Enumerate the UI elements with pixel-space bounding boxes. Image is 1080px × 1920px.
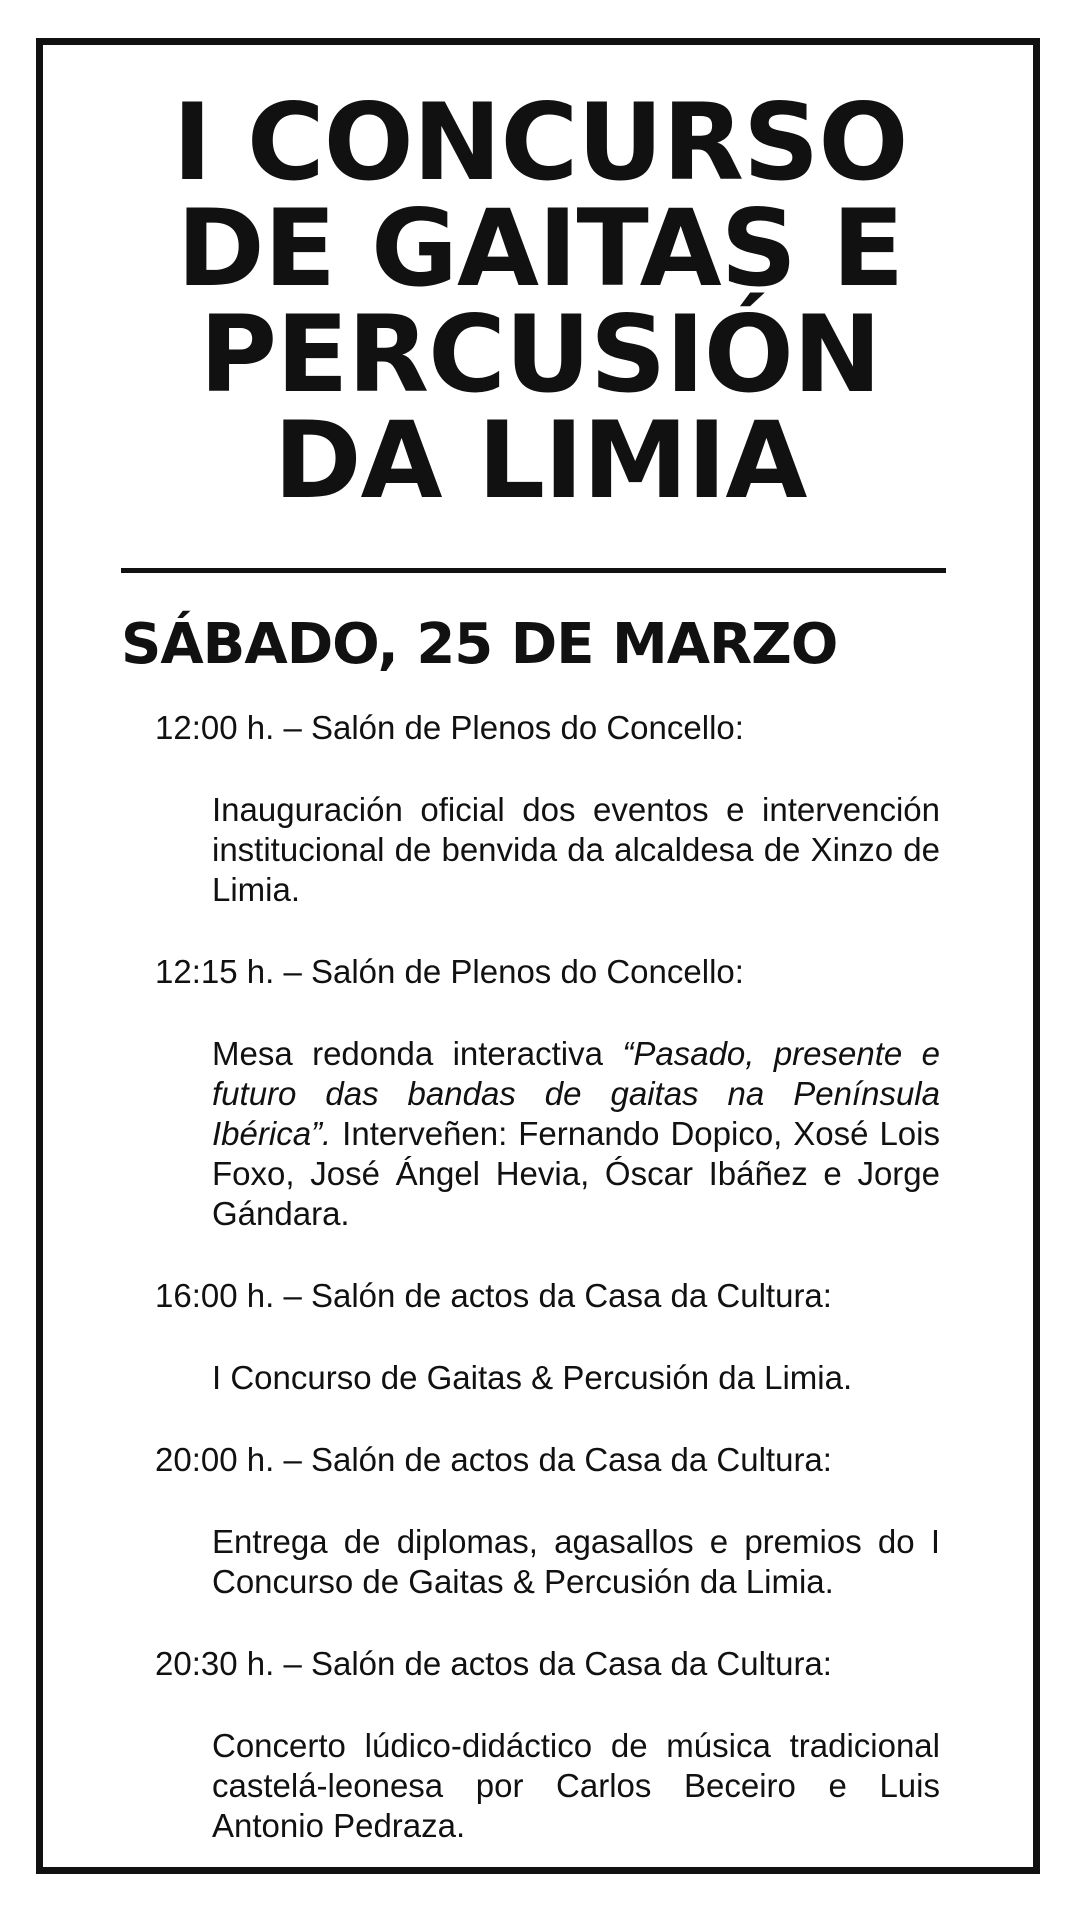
description-text: Mesa redonda interactiva [212,1035,623,1072]
title-line: DE GAITAS E [176,187,904,310]
event-time-location: 16:00 h. – Salón de actos da Casa da Cultura: [155,1277,832,1314]
schedule-item [155,708,945,910]
event-description: I Concurso de Gaitas & Percusión da Limia. [212,1359,853,1396]
round-table-title: “Pasado, presente e futuro das bandas de gaitas na Península Ibérica”. [212,1035,940,1152]
event-time-location: 12:15 h. – Salón de Plenos do Concello: [155,953,744,990]
title-line: I CONCURSO [172,81,908,204]
title-line: DA LIMIA [273,399,807,522]
title-line: PERCUSIÓN [199,293,881,416]
schedule-item [155,1276,945,1398]
event-description: Entrega de diplomas, agasallos e premios do I Concurso de Gaitas & Percusión da Limia. [212,1523,940,1600]
event-description: Concerto lúdico-didáctico de música tradicional castelá-leonesa por Carlos Beceiro e Luis Antonio Pedraza. [212,1727,940,1844]
description-text: Interveñen: Fernando Dopico, Xosé Lois Foxo, José Ángel Hevia, Óscar Ibáñez e Jorge Gándara. [212,1115,940,1232]
event-description: Inauguración oficial dos eventos e intervención institucional de benvida da alcaldesa de Xinzo de Limia. [212,791,940,908]
schedule [155,708,945,1888]
schedule-item [155,1440,945,1602]
event-date: SÁBADO, 25 DE MARZO [121,612,838,677]
title-divider [121,568,946,573]
event-description [212,1034,940,1234]
schedule-item [155,952,945,1234]
event-time-location: 12:00 h. – Salón de Plenos do Concello: [155,709,744,746]
poster-title [0,81,1080,522]
event-time-location: 20:00 h. – Salón de actos da Casa da Cultura: [155,1441,832,1478]
schedule-item [155,1644,945,1846]
event-time-location: 20:30 h. – Salón de actos da Casa da Cultura: [155,1645,832,1682]
